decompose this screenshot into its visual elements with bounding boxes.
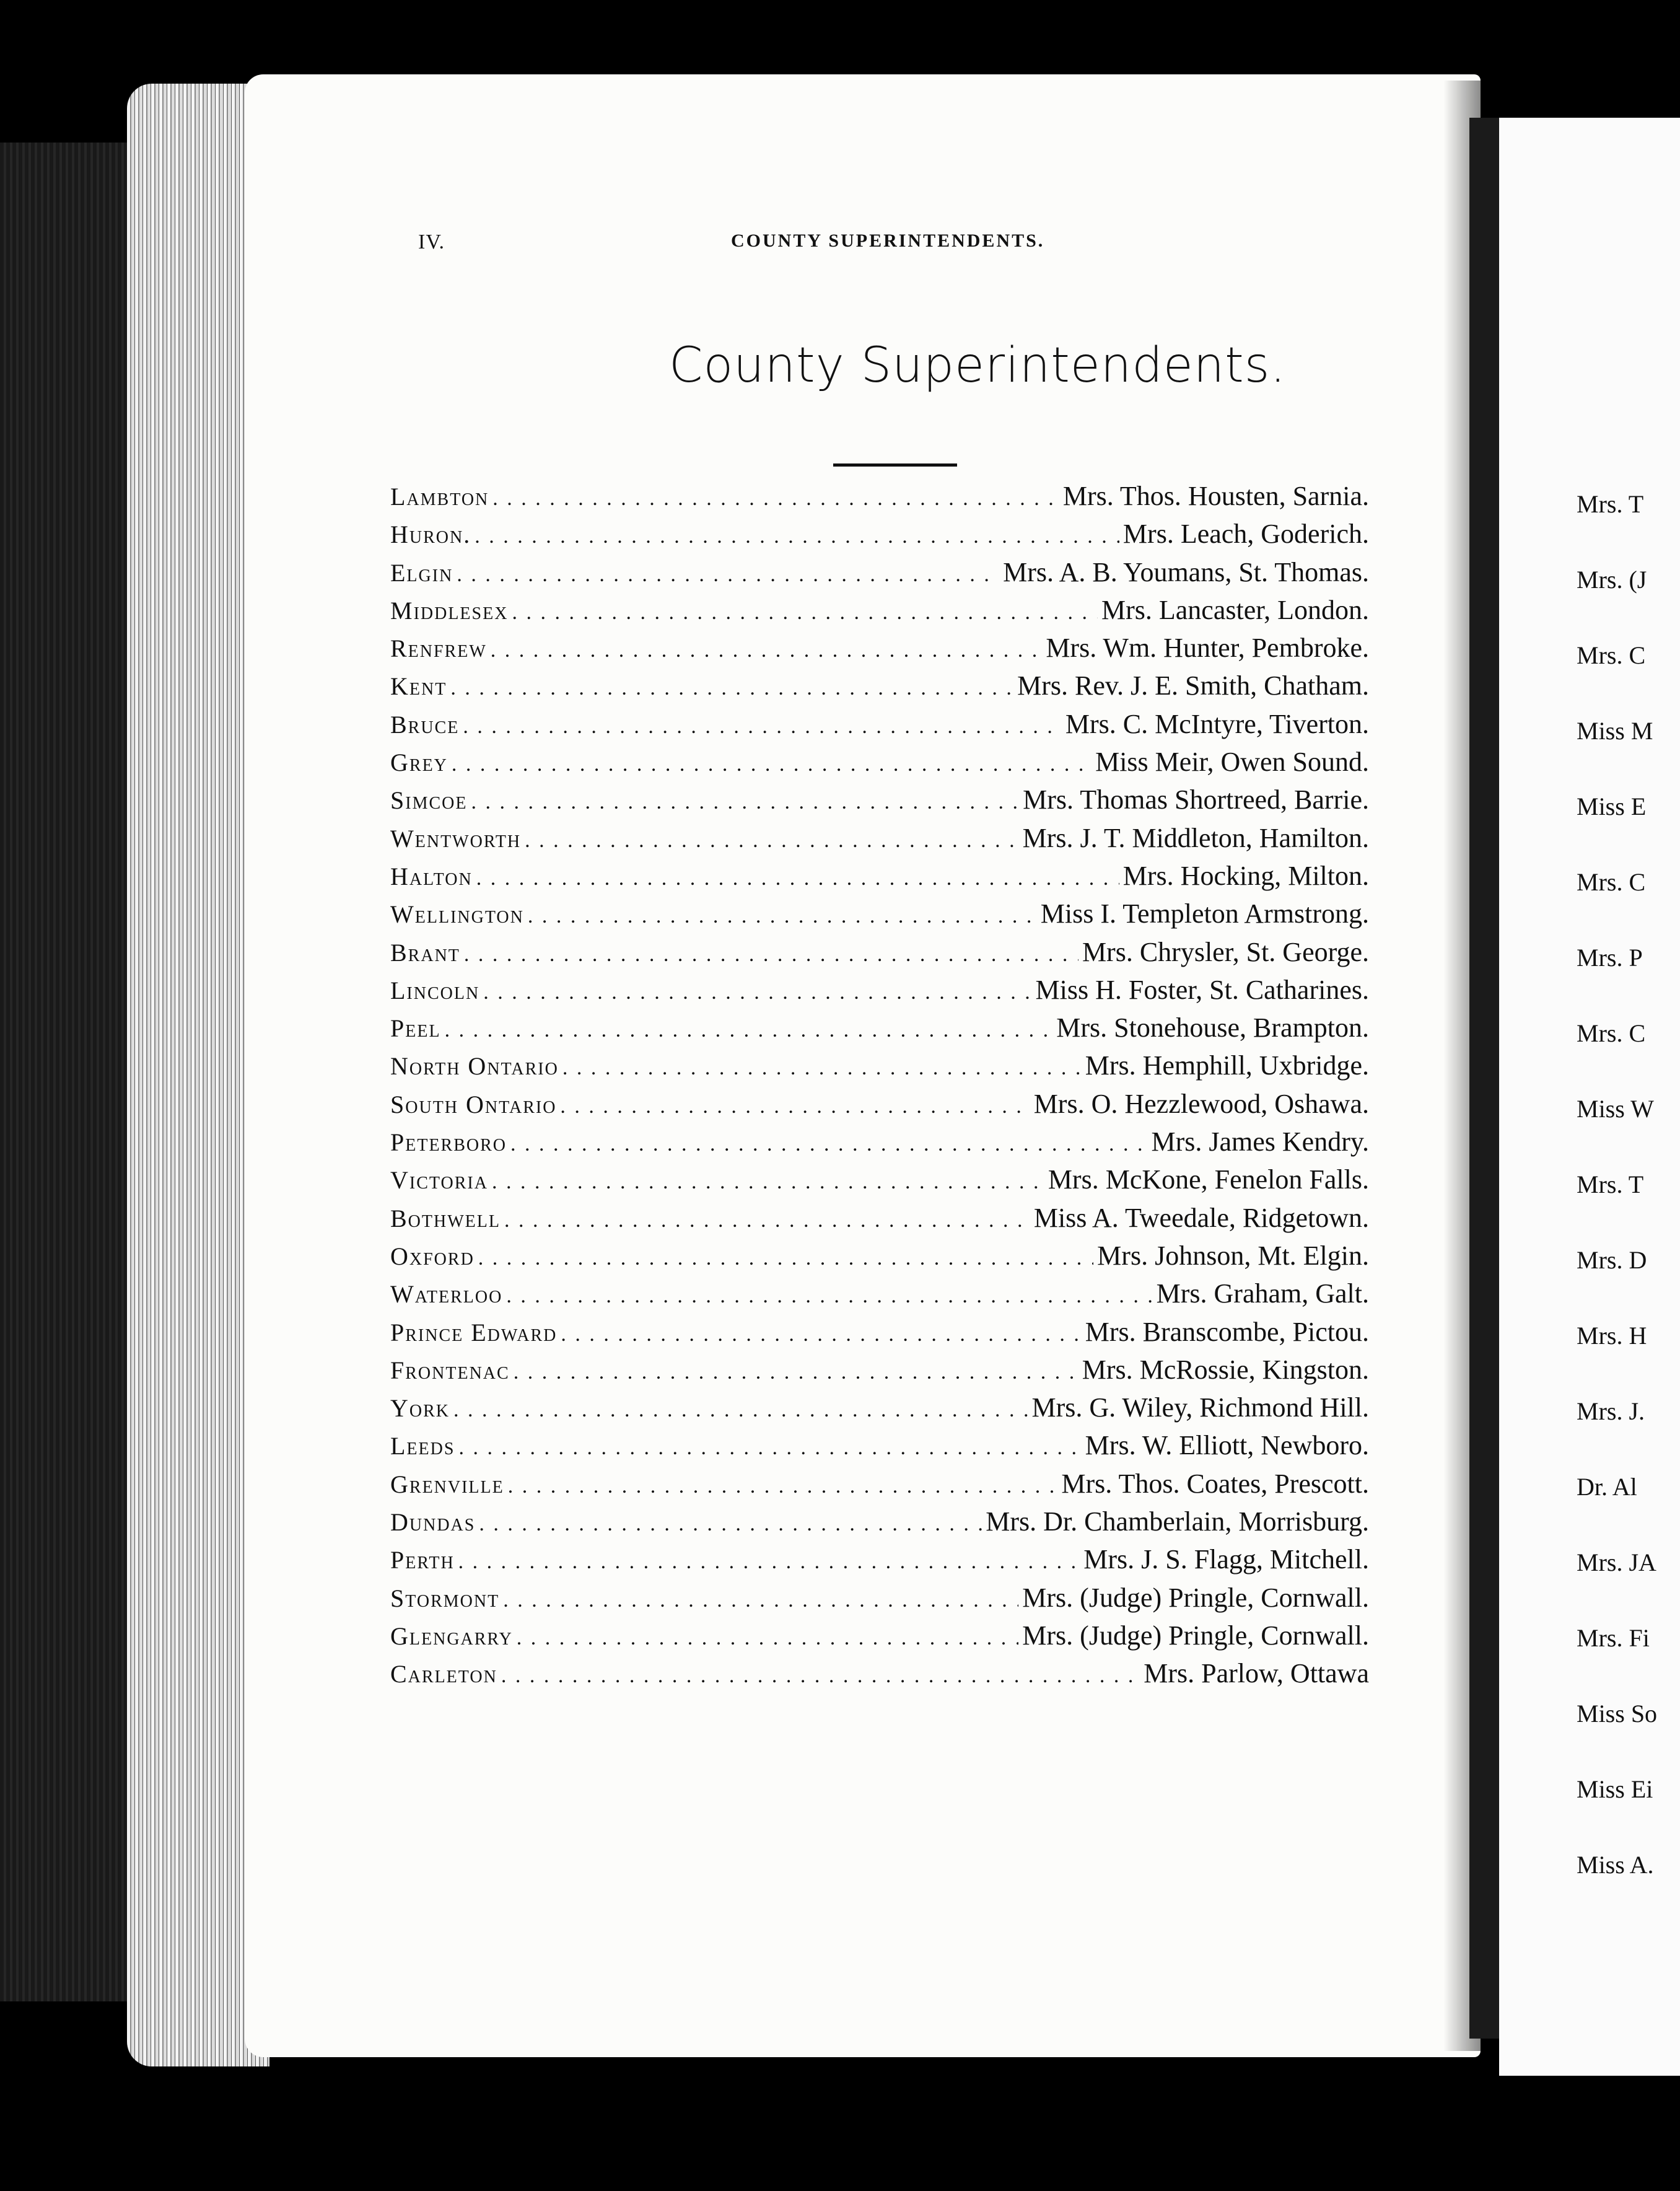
leader-dots [476,867,1119,890]
superintendent-name: Mrs. Rev. J. E. Smith, Chatham. [1017,670,1369,701]
list-item [390,974,1369,1012]
county-name: Perth [390,1546,455,1574]
leader-dots [503,1589,1018,1612]
leader-dots [492,1170,1044,1194]
leader-dots [475,525,1119,548]
leader-dots [471,791,1019,814]
superintendent-name: Mrs. A. B. Youmans, St. Thomas. [1003,556,1369,587]
title-rule [833,463,957,467]
facing-page-entry: Miss A. [1577,1851,1654,1879]
county-name: Lincoln [390,976,480,1004]
list-item [390,898,1369,936]
leader-dots [510,1133,1147,1156]
leader-dots [514,1361,1078,1384]
page-title: County Superintendents. [669,338,1287,393]
list-item [390,556,1369,594]
facing-page-entry: Miss W [1577,1095,1654,1123]
superintendent-name: Miss A. Tweedale, Ridgetown. [1033,1202,1369,1233]
county-name: Wentworth [390,824,522,853]
county-name: Victoria [390,1166,488,1195]
leader-dots [479,1513,982,1536]
leader-dots [501,1664,1140,1688]
facing-page-entry: Mrs. C [1577,1019,1646,1047]
county-name: Dundas [390,1508,476,1537]
facing-page-entry: Miss Ei [1577,1775,1653,1803]
list-item [390,860,1369,898]
superintendent-name: Mrs. Lancaster, London. [1101,594,1369,625]
leader-dots [528,905,1037,928]
county-name: North Ontario [390,1052,559,1081]
leader-dots [491,639,1043,662]
list-item [390,518,1369,556]
superintendent-name: Mrs. Branscombe, Pictou. [1085,1316,1369,1347]
facing-page-entry: Mrs. JA [1577,1548,1656,1576]
county-name: Simcoe [390,786,468,815]
list-item [390,670,1369,708]
county-name: Carleton [390,1660,497,1688]
leader-dots [457,563,999,587]
list-item [390,1012,1369,1050]
list-item [390,746,1369,784]
facing-page-entry: Mrs. C [1577,641,1646,669]
list-item [390,1543,1369,1581]
county-name: Peterboro [390,1128,507,1157]
list-item [390,1429,1369,1467]
county-name: Bruce [390,710,460,739]
list-item [390,1164,1369,1201]
leader-dots [560,1095,1030,1118]
superintendent-name: Mrs. Leach, Goderich. [1122,519,1369,550]
leader-dots [458,1550,1080,1574]
superintendent-name: Mrs. Dr. Chamberlain, Morrisburg. [986,1506,1369,1537]
county-name: Brant [390,938,460,967]
county-name: Halton [390,862,473,890]
superintendent-name: Mrs. O. Hezzlewood, Oshawa. [1033,1088,1369,1119]
superintendent-name: Mrs. J. S. Flagg, Mitchell. [1083,1544,1369,1575]
superintendent-name: Mrs. Chrysler, St. George. [1082,936,1369,967]
county-name: South Ontario [390,1090,557,1118]
county-name: Lambton [390,483,489,511]
list-item [390,632,1369,670]
superintendent-name: Mrs. James Kendry. [1151,1126,1369,1157]
county-name: Huron. [390,520,471,549]
county-name: Middlesex [390,596,509,625]
county-name: Grey [390,749,448,777]
list-item [390,1658,1369,1695]
superintendent-name: Mrs. McRossie, Kingston. [1082,1354,1369,1385]
list-item [390,1316,1369,1354]
county-name: Frontenac [390,1356,510,1384]
leader-dots [478,1247,1093,1270]
leader-dots [450,677,1013,700]
superintendent-name: Miss H. Foster, St. Catharines. [1035,974,1369,1005]
facing-page-entry: Miss E [1577,793,1647,820]
superintendent-name: Mrs. Graham, Galt. [1156,1278,1369,1309]
leader-dots [492,487,1059,511]
superintendent-name: Miss I. Templeton Armstrong. [1040,898,1369,929]
leader-dots [483,981,1031,1004]
superintendent-name: Mrs. (Judge) Pringle, Cornwall. [1022,1620,1369,1651]
county-name: Stormont [390,1584,500,1612]
county-name: Bothwell [390,1204,501,1232]
list-item [390,480,1369,518]
facing-page-entry: Mrs. P [1577,944,1643,972]
superintendent-name: Mrs. W. Elliott, Newboro. [1085,1430,1369,1461]
list-item [390,1240,1369,1278]
leader-dots [504,1209,1030,1232]
facing-page-entry: Miss M [1577,717,1653,745]
leader-dots [562,1056,1082,1080]
list-item [390,1468,1369,1506]
list-item [390,1278,1369,1315]
superintendent-name: Mrs. J. T. Middleton, Hamilton. [1022,822,1369,853]
list-item [390,594,1369,632]
county-name: Glengarry [390,1622,513,1650]
superintendent-name: Mrs. Hocking, Milton. [1122,860,1369,891]
leader-dots [453,1398,1028,1422]
county-name: Waterloo [390,1280,503,1309]
superintendent-name: Mrs. C. McIntyre, Tiverton. [1065,708,1369,739]
leader-dots [561,1323,1081,1346]
list-item [390,822,1369,860]
list-item [390,1050,1369,1087]
list-item [390,1582,1369,1620]
list-item [390,936,1369,974]
superintendent-name: Mrs. Parlow, Ottawa [1144,1658,1369,1689]
superintendent-name: Mrs. Wm. Hunter, Pembroke. [1046,633,1369,664]
facing-page-entry: Mrs. T [1577,490,1644,518]
list-item [390,1620,1369,1658]
facing-page-entry: Mrs. Fi [1577,1624,1650,1652]
county-name: Elgin [390,558,453,587]
list-item [390,1126,1369,1164]
county-name: Peel [390,1014,441,1043]
county-name: Prince Edward [390,1318,558,1346]
facing-page-entry: Mrs. (J [1577,566,1647,594]
list-item [390,1392,1369,1429]
leader-dots [506,1284,1152,1308]
facing-page-entry: Miss So [1577,1700,1658,1728]
leader-dots [525,829,1018,853]
county-name: Renfrew [390,634,487,663]
county-name: Wellington [390,900,524,929]
running-head: COUNTY SUPERINTENDENTS. [731,231,1045,251]
leader-dots [517,1627,1018,1650]
county-name: Kent [390,672,447,701]
facing-page-entry: Mrs. D [1577,1246,1647,1274]
county-name: Oxford [390,1242,475,1270]
leader-dots [463,715,1062,739]
list-item [390,1506,1369,1543]
list-item [390,708,1369,746]
page-number: IV. [418,231,445,253]
superintendent-name: Mrs. Thos. Coates, Prescott. [1061,1468,1369,1499]
facing-page-entry: Mrs. T [1577,1170,1644,1198]
superintendent-name: Mrs. McKone, Fenelon Falls. [1048,1164,1369,1195]
book-cover-left [0,143,142,2001]
leader-dots [452,753,1092,776]
facing-page-entry: Dr. Al [1577,1473,1637,1501]
facing-page-entry: Mrs. J. [1577,1397,1645,1425]
list-item [390,784,1369,822]
leader-dots [458,1436,1081,1460]
list-item [390,1354,1369,1392]
superintendent-list [390,480,1369,1696]
county-name: York [390,1394,450,1423]
county-name: Grenville [390,1470,504,1498]
superintendent-name: Mrs. Stonehouse, Brampton. [1056,1012,1369,1043]
superintendent-name: Mrs. Thomas Shortreed, Barrie. [1023,784,1369,815]
facing-page-entry: Mrs. C [1577,868,1646,896]
facing-page-entry: Mrs. H [1577,1322,1647,1350]
superintendent-name: Miss Meir, Owen Sound. [1095,747,1369,778]
superintendent-name: Mrs. Johnson, Mt. Elgin. [1097,1240,1369,1271]
leader-dots [464,943,1078,967]
facing-page-list [1577,490,1680,1926]
leader-dots [508,1475,1058,1498]
leader-dots [512,601,1098,625]
superintendent-name: Mrs. Thos. Housten, Sarnia. [1062,481,1369,511]
superintendent-name: Mrs. Hemphill, Uxbridge. [1085,1050,1369,1081]
leader-dots [445,1019,1053,1042]
list-item [390,1202,1369,1240]
list-item [390,1088,1369,1126]
county-name: Leeds [390,1432,455,1460]
superintendent-name: Mrs. (Judge) Pringle, Cornwall. [1022,1582,1369,1613]
superintendent-name: Mrs. G. Wiley, Richmond Hill. [1031,1392,1369,1423]
